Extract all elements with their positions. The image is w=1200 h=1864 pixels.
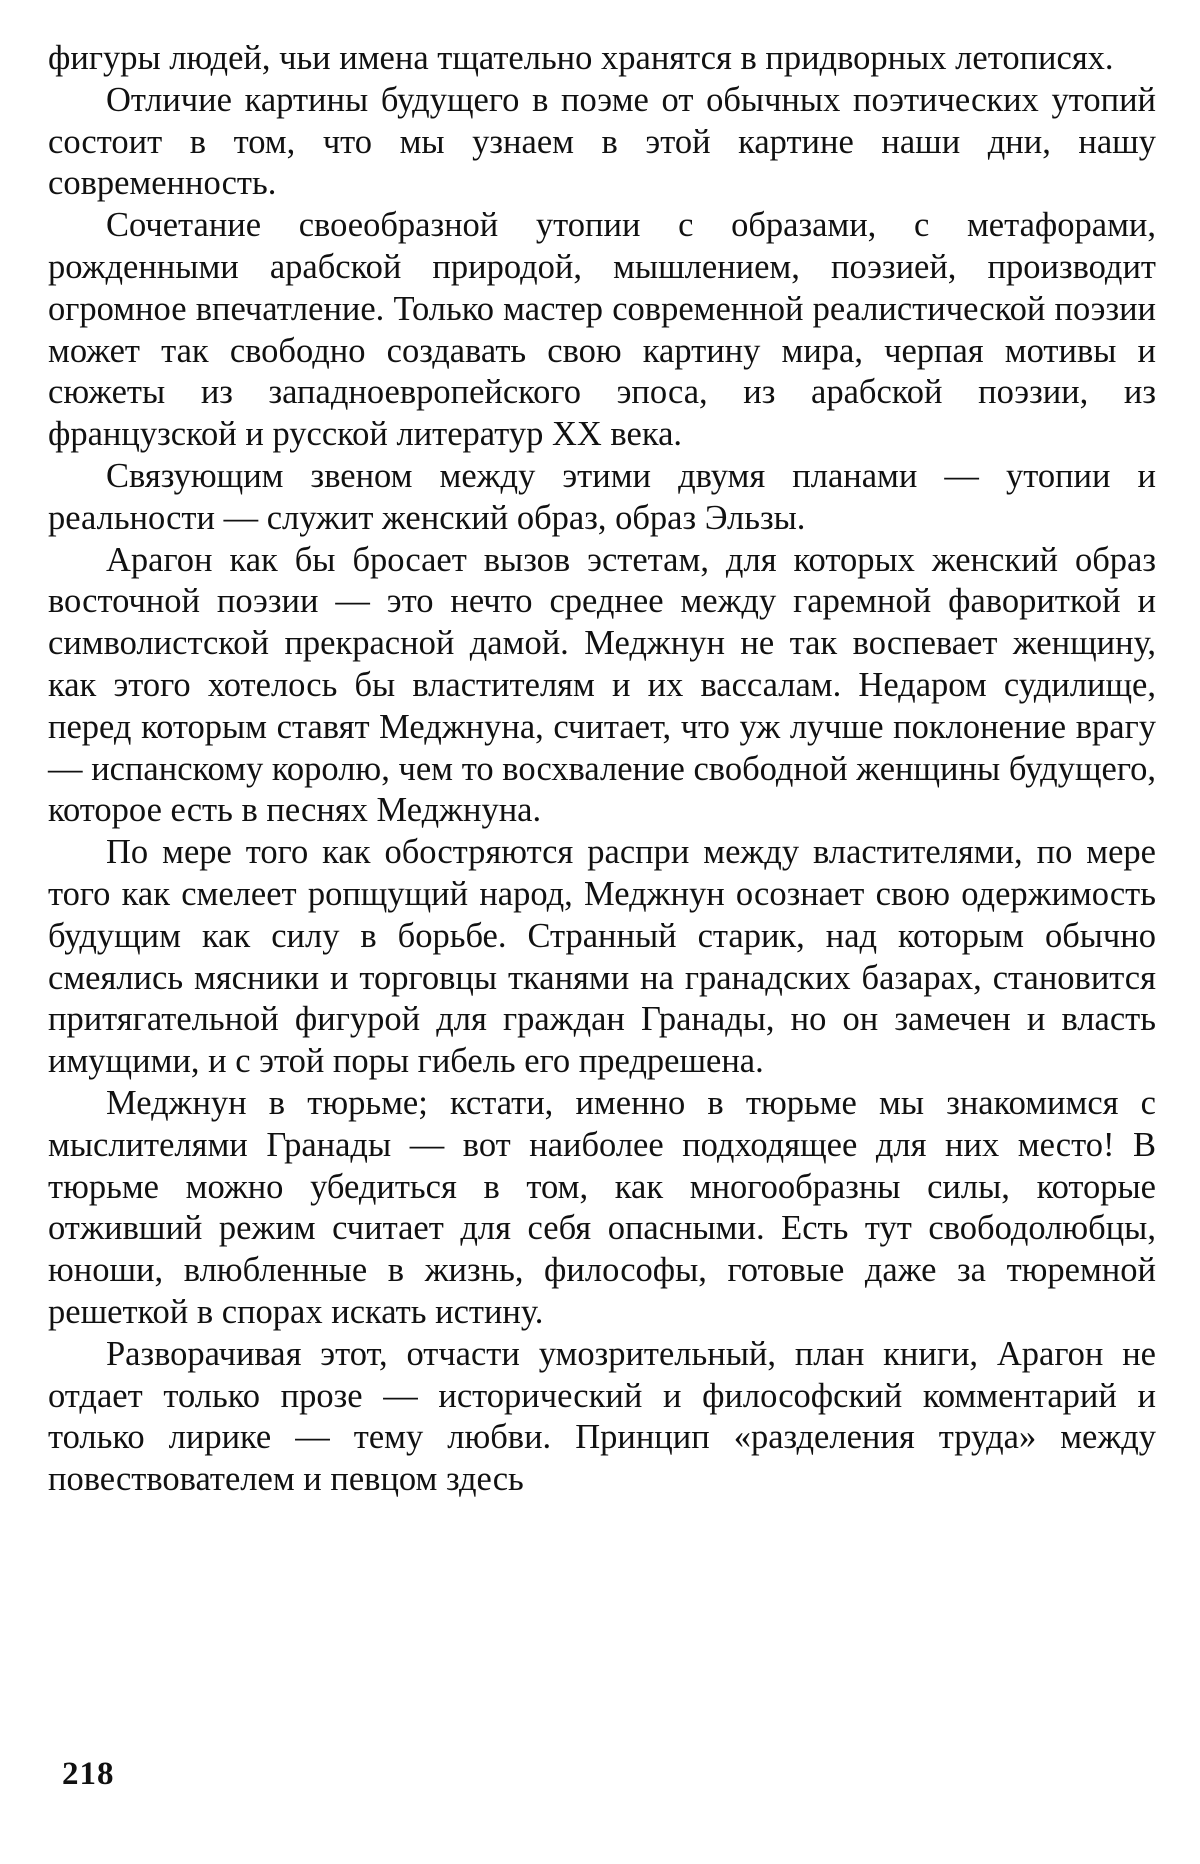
paragraph-6: По мере того как обостряются распри между властителями, по мере того как смелеет ропщущий народ, Меджнун осознает свою одержимость будущим как силу в борьбе. Странный старик, над которым обычно смеялись мясники и торговцы тканями на гранадских базарах, становится притягательной фигурой для граждан Гранады, но он замечен и власть имущими, и с этой поры гибель его предрешена. (48, 833, 1156, 1081)
paragraph-4: Связующим звеном между этими двумя планами — утопии и реальности — служит женский образ, образ Эльзы. (48, 456, 1156, 537)
page-body (48, 38, 1156, 1501)
paragraph-7: Меджнун в тюрьме; кстати, именно в тюрьме мы знакомимся с мыслителями Гранады — вот наиболее подходящее для них место! В тюрьме можно убедиться в том, как многообразны силы, которые отживший режим считает для себя опасными. Есть тут свободолюбцы, юноши, влюбленные в жизнь, философы, готовые даже за тюремной решеткой в спорах искать истину. (48, 1083, 1156, 1331)
paragraph-8: Разворачивая этот, отчасти умозрительный, план книги, Арагон не отдает только прозе — исторический и философский комментарий и только лирике — тему любви. Принцип «разделения труда» между повествователем и певцом здесь (48, 1334, 1156, 1499)
paragraph-3: Сочетание своеобразной утопии с образами, с метафорами, рожденными арабской природой, мышлением, поэзией, производит огромное впечатление. Только мастер современной реалистической поэзии может так свободно создавать свою картину мира, черпая мотивы и сюжеты из западноевропейского эпоса, из арабской поэзии, из французской и русской литератур XX века. (48, 206, 1156, 454)
paragraph-2: Отличие картины будущего в поэме от обычных поэтических утопий состоит в том, что мы узнаем в этой картине наши дни, нашу современность. (48, 80, 1156, 203)
page-number: 218 (62, 1756, 115, 1792)
paragraph-1: фигуры людей, чьи имена тщательно хранятся в придворных летописях. (48, 39, 1114, 77)
paragraph-5: Арагон как бы бросает вызов эстетам, для которых женский образ восточной поэзии — это нечто среднее между гаремной фавориткой и символистской прекрасной дамой. Меджнун не так воспевает женщину, как этого хотелось бы властителям и их вассалам. Недаром судилище, перед которым ставят Меджнуна, считает, что уж лучше поклонение врагу — испанскому королю, чем то восхваление свободной женщины будущего, которое есть в песнях Меджнуна. (48, 540, 1156, 830)
